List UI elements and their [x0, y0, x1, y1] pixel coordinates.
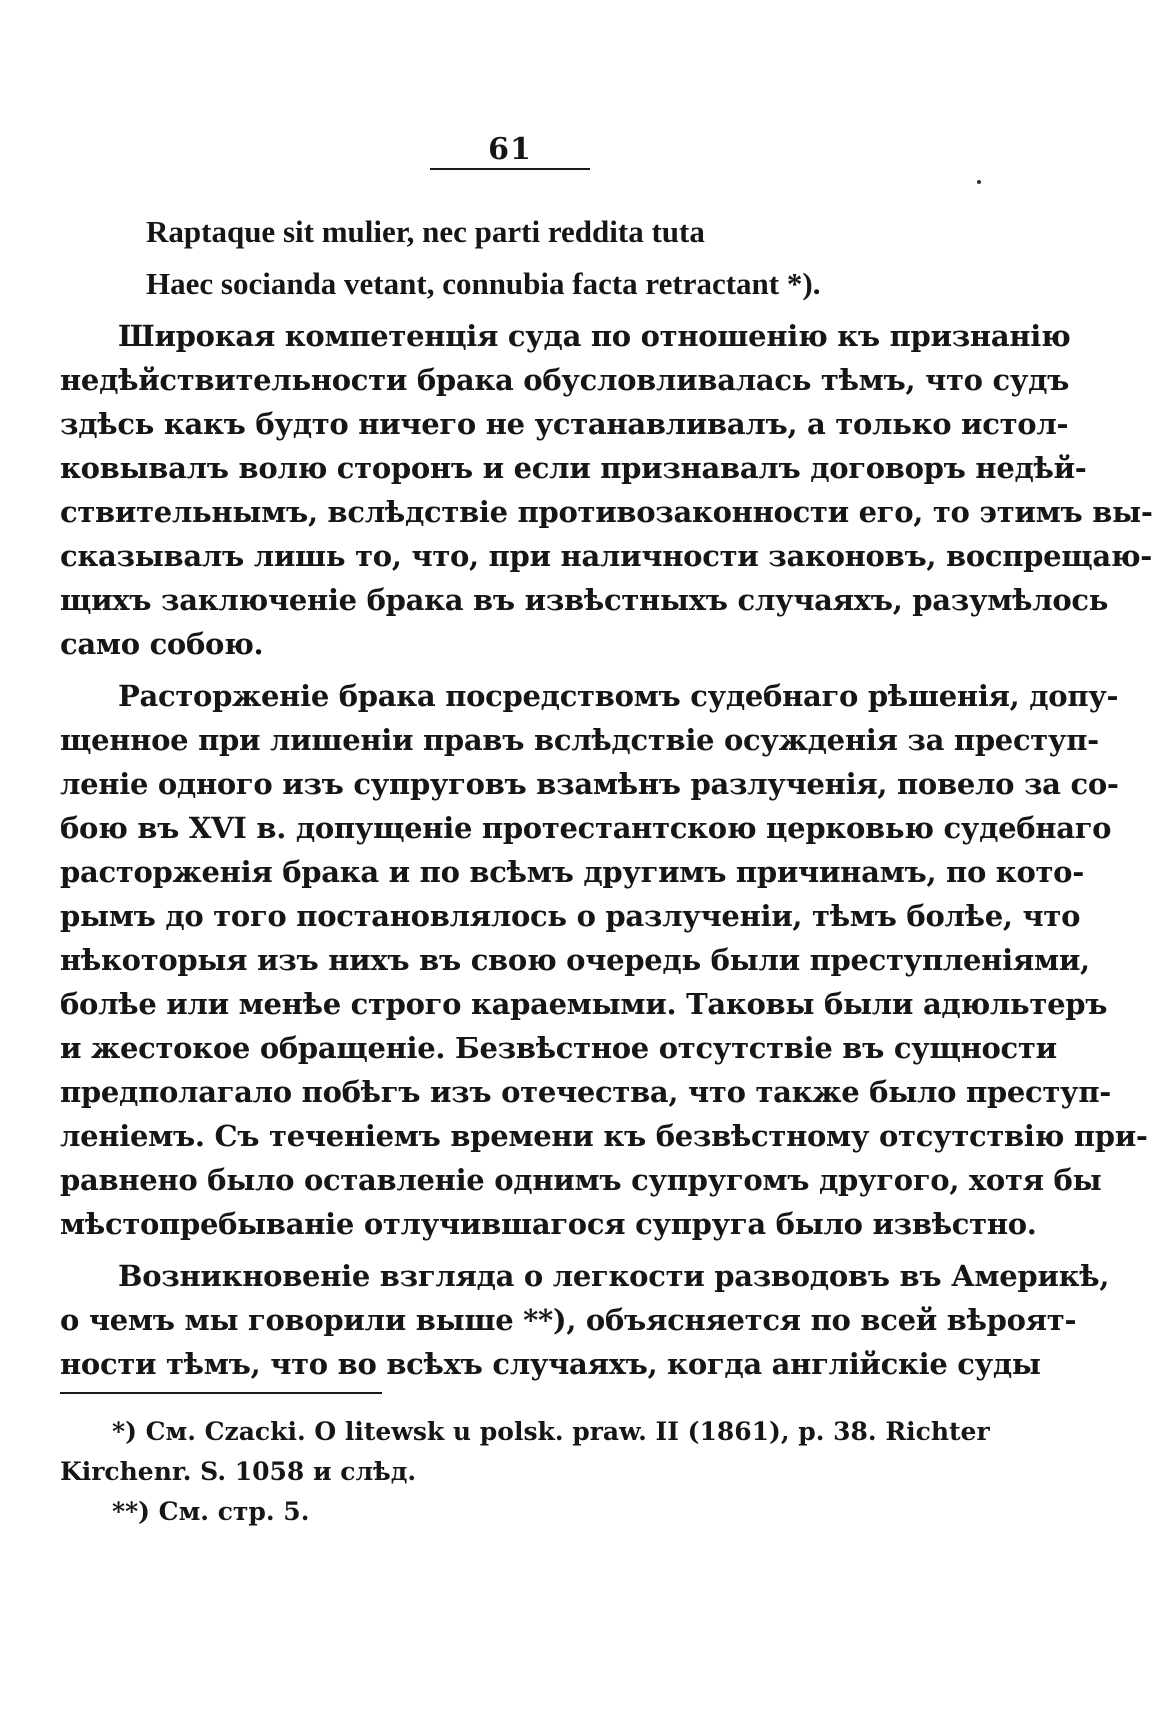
text-line: бою въ XVI в. допущеніе протестантскою церковью судебнаго — [60, 811, 1112, 845]
text-line: Расторженіе брака посредствомъ судебнаго рѣшенія, допу- — [118, 679, 1119, 713]
text-line: Широкая компетенція суда по отношенію къ признанію — [118, 319, 1071, 353]
text-line: равнено было оставленіе однимъ супругомъ другого, хотя бы — [60, 1163, 1102, 1197]
text-line: ствительнымъ, вслѣдствіе противозаконности его, то этимъ вы- — [60, 495, 1153, 529]
verse-line-2: Haec sociandа vetant, connubia facta retractant *). — [146, 266, 821, 301]
body-text — [60, 314, 1153, 1394]
text-line: само собою. — [60, 627, 264, 661]
paragraph-2 — [60, 674, 1148, 1246]
text-line: щенное при лишеніи правъ вслѣдствіе осужденія за преступ- — [60, 723, 1099, 757]
text-line: здѣсь какъ будто ничего не устанавливалъ, а только истол- — [60, 407, 1069, 441]
text-line: недѣйствительности брака обусловливалась тѣмъ, что судъ — [60, 363, 1070, 397]
print-speck — [977, 180, 981, 184]
text-line: предполагало побѣгъ изъ отечества, что также было преступ- — [60, 1075, 1111, 1109]
text-line: расторженія брака и по всѣмъ другимъ причинамъ, по кото- — [60, 855, 1084, 889]
latin-verse — [146, 206, 820, 310]
footnote-2: **) См. стр. 5. — [112, 1497, 310, 1526]
text-line: леніе одного изъ супруговъ взамѣнъ разлученія, повело за со- — [60, 767, 1119, 801]
text-line: мѣстопребываніе отлучившагося супруга было извѣстно. — [60, 1207, 1037, 1241]
page-number: 61 — [488, 132, 532, 167]
footnote-1-line-2: Kirchenr. S. 1058 и слѣд. — [60, 1457, 417, 1486]
paragraph-3 — [60, 1254, 1110, 1386]
verse-line-1: Raptaque sit mulier, nec parti reddita tuta — [146, 214, 705, 249]
footnote-rule — [60, 1392, 382, 1394]
text-line: Возникновеніе взгляда о легкости разводовъ въ Америкѣ, — [118, 1259, 1110, 1293]
text-line: щихъ заключеніе брака въ извѣстныхъ случаяхъ, разумѣлось — [60, 583, 1109, 617]
footnote-1-line-1: *) См. Czacki. O litewsk u polsk. praw. II (1861), p. 38. Richter — [112, 1417, 990, 1446]
text-line: ности тѣмъ, что во всѣхъ случаяхъ, когда англійскіе суды — [60, 1347, 1041, 1381]
text-line: рымъ до того постановлялось о разлученіи, тѣмъ болѣе, что — [60, 899, 1081, 933]
text-line: и жестокое обращеніе. Безвѣстное отсутствіе въ сущности — [60, 1031, 1057, 1065]
text-line: о чемъ мы говорили выше **), объясняется по всей вѣроят- — [60, 1303, 1077, 1337]
text-line: сказывалъ лишь то, что, при наличности законовъ, воспрещаю- — [60, 539, 1153, 573]
text-line: нѣкоторыя изъ нихъ въ свою очередь были преступленіями, — [60, 943, 1090, 977]
header-rule — [430, 168, 590, 170]
text-line: ковывалъ волю сторонъ и если признавалъ договоръ недѣй- — [60, 451, 1087, 485]
text-line: леніемъ. Съ теченіемъ времени къ безвѣстному отсутствію при- — [60, 1119, 1148, 1153]
text-line: болѣе или менѣе строго караемыми. Таковы были адюльтеръ — [60, 987, 1108, 1021]
paragraph-1 — [60, 314, 1153, 666]
footnotes — [60, 1412, 990, 1532]
